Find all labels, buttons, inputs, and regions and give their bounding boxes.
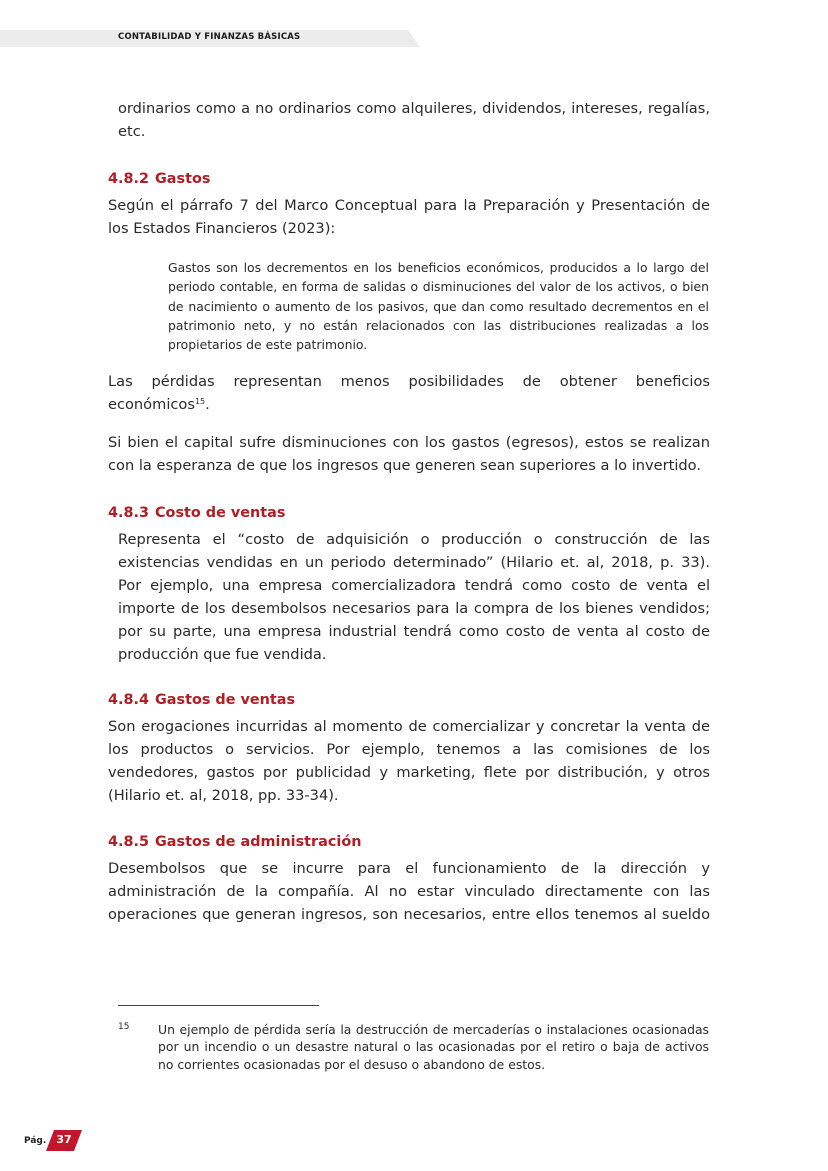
section-heading-4-8-3 (108, 503, 285, 523)
costo-ventas-paragraph: Representa el “costo de adquisición o producción o construcción de las existencias vendidas en un periodo determinado” (Hilario et. al, 2018, p. 33). Por ejemplo, una empresa comercializadora tendrá como costo de venta el importe de los desembolsos necesarios para la compra de los bienes vendidos; por su parte, una empresa industrial tendrá como costo de venta al costo de producción que fue vendida. (118, 531, 710, 663)
footnote-divider (118, 1005, 319, 1006)
section-number: 4.8.2 (108, 171, 149, 187)
gastos-ventas-paragraph: Son erogaciones incurridas al momento de comercializar y concretar la venta de los productos o servicios. Por ejemplo, tenemos a las comisiones de los vendedores, gastos por publicidad y marketing, flete por distribución, y otros (Hilario et. al, 2018, pp. 33-34). (108, 718, 710, 804)
losses-text: Las pérdidas representan menos posibilidades de obtener beneficios económicos (108, 373, 710, 413)
section-title: Gastos (155, 171, 211, 187)
footnote-number: 15 (118, 1022, 130, 1032)
section-number: 4.8.5 (108, 834, 149, 850)
section-heading-4-8-2 (108, 169, 210, 189)
section-number: 4.8.3 (108, 505, 149, 521)
losses-paragraph (108, 370, 710, 416)
gastos-admin-paragraph: Desembolsos que se incurre para el funcionamiento de la dirección y administración de la compañía. Al no estar vinculado directamente con las operaciones que generan ingresos, son necesarios, entre ellos tenemos al sueldo (108, 860, 710, 923)
section-title: Gastos de ventas (155, 692, 296, 708)
losses-end: . (205, 396, 210, 413)
running-header: CONTABILIDAD Y FINANZAS BÁSICAS (118, 32, 301, 42)
capital-paragraph: Si bien el capital sufre disminuciones con los gastos (egresos), estos se realizan con la esperanza de que los ingresos que generen sean superiores a lo invertido. (108, 434, 710, 474)
footnote-text: Un ejemplo de pérdida sería la destrucción de mercaderías o instalaciones ocasionadas por un incendio o un desastre natural o las ocasionadas por el retiro o baja de activos no corrientes ocasionadas por el desuso o abandono de estos. (158, 1022, 709, 1072)
section-number: 4.8.4 (108, 692, 149, 708)
gastos-paragraph: Según el párrafo 7 del Marco Conceptual para la Preparación y Presentación de los Estados Financieros (2023): (108, 197, 710, 237)
footnote-ref[interactable]: 15 (194, 397, 206, 406)
section-title: Costo de ventas (155, 505, 286, 521)
section-heading-4-8-5 (108, 832, 361, 852)
page-number: 37 (56, 1133, 72, 1146)
block-quote: Gastos son los decrementos en los beneficios económicos, producidos a lo largo del periodo contable, en forma de salidas o disminuciones del valor de los activos, o bien de nacimiento o aumento de los pasivos, que dan como resultado decrementos en el patrimonio neto, y no están relacionados con las distribuciones realizadas a los propietarios de este patrimonio. (168, 260, 709, 353)
section-title: Gastos de administración (155, 834, 362, 850)
page-label: Pág. (24, 1136, 47, 1146)
intro-paragraph: ordinarios como a no ordinarios como alquileres, dividendos, intereses, regalías, etc. (118, 100, 710, 140)
section-heading-4-8-4 (108, 690, 295, 710)
